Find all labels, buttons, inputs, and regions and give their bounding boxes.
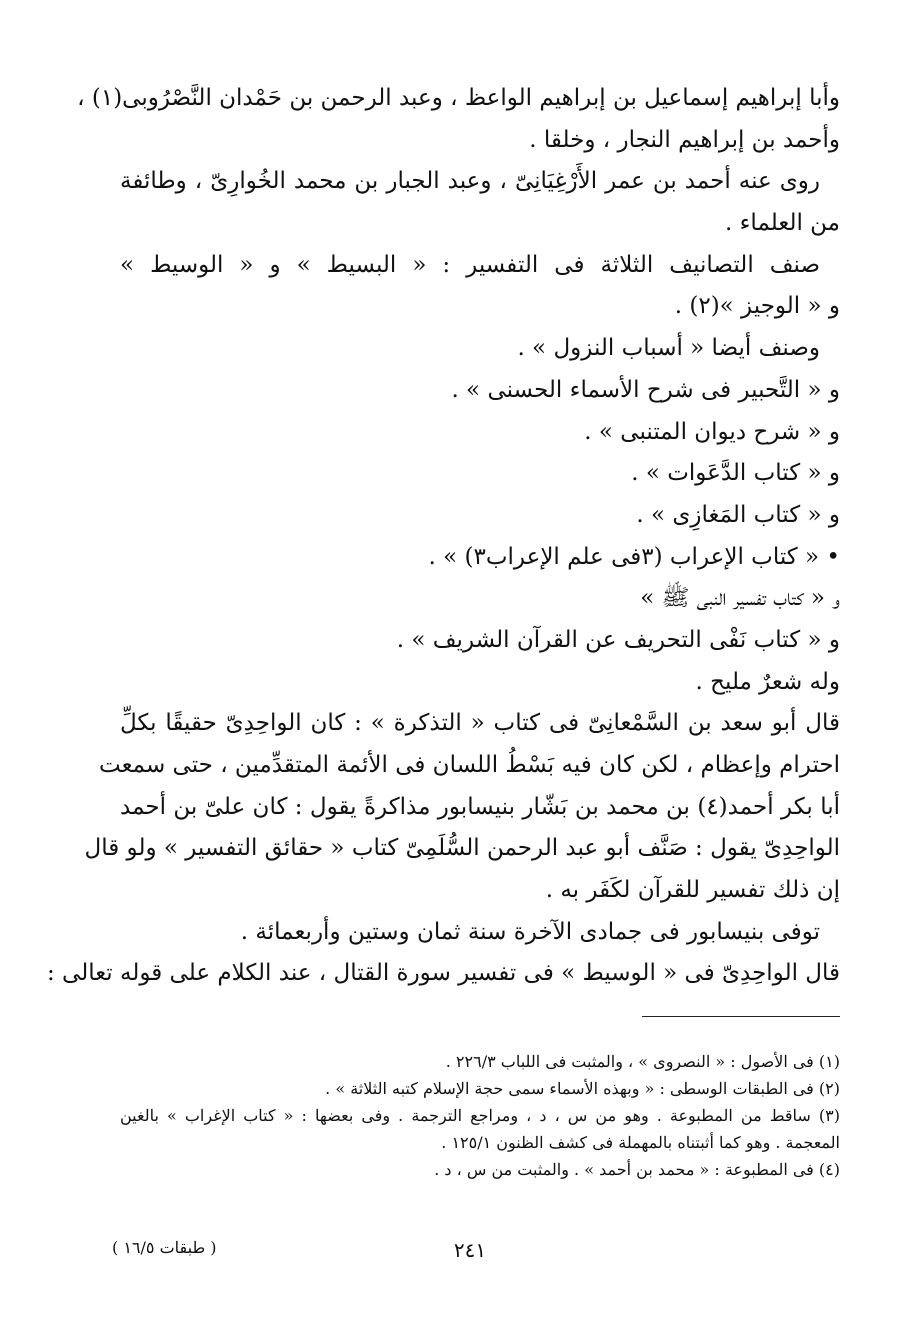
text-line: أبا بكر أحمد(٤) بن محمد بن بَشّار بنيسابور مذاكرةً يقول : كان علىّ بن أحمد bbox=[120, 793, 840, 820]
footnote-line: (١) فى الأصول : « النصروى » ، والمثبت فى اللباب ٢٢٦/٣ . bbox=[445, 1052, 840, 1071]
text-line: توفى بنيسابور فى جمادى الآخرة سنة ثمان وستين وأربعمائة . bbox=[240, 918, 820, 945]
text-line: روى عنه أحمد بن عمر الأَرْغِيَانِىّ ، وعبد الجبار بن محمد الخُوارِىّ ، وطائفة bbox=[120, 168, 820, 195]
footnote-line: (٢) فى الطبقات الوسطى : « وبهذه الأسماء سمى حجة الإسلام كتبه الثلاثة » . bbox=[325, 1079, 840, 1098]
footnote-line: (٣) ساقط من المطبوعة . وهو من س ، د ، ومراجع الترجمة . وفى بعضها : « كتاب الإغراب » بالغين bbox=[120, 1106, 840, 1125]
text-line: إن ذلك تفسير للقرآن لكَفَر به . bbox=[545, 877, 840, 904]
footnote-divider bbox=[642, 1016, 840, 1017]
text-line: الواحِدِىّ يقول : صَنَّف أبو عبد الرحمن السُّلَمِىّ كتاب « حقائق التفسير » ولو قال bbox=[84, 835, 840, 862]
main-text-body bbox=[46, 78, 840, 995]
text-line: و « كتاب المَغازِى » . bbox=[636, 501, 840, 528]
text-line: • « كتاب الإعراب (٣فى علم الإعراب٣) » . bbox=[428, 543, 840, 570]
text-line: وأبا إبراهيم إسماعيل بن إبراهيم الواعظ ، وعبد الرحمن بن حَمْدان النَّصْرُوبى(١) ، bbox=[77, 85, 840, 111]
footnote-line: المعجمة . وهو كما أثبتناه بالمهملة فى كشف الظنون ١٢٥/١ . bbox=[441, 1133, 840, 1152]
text-line: و « كتاب الدَّعَوات » . bbox=[631, 460, 840, 487]
footnotes bbox=[120, 1048, 840, 1183]
signature-mark: ( طبقات ١٦/٥ ) bbox=[112, 1238, 217, 1257]
text-line: قال الواحِدِىّ فى « الوسيط » فى تفسير سورة القتال ، عند الكلام على قوله تعالى : bbox=[46, 960, 840, 987]
text-line: و « كتاب تفسير النبى ﷺ » bbox=[640, 585, 840, 612]
text-line: و « كتاب نَفْى التحريف عن القرآن الشريف » . bbox=[396, 626, 840, 653]
text-line: و « التَّحبير فى شرح الأسماء الحسنى » . bbox=[451, 376, 840, 403]
text-line: صنف التصانيف الثلاثة فى التفسير : « البسيط » و « الوسيط » bbox=[120, 251, 820, 278]
text-line: و « الوجيز »(٢) . bbox=[674, 293, 840, 320]
text-line: قال أبو سعد بن السَّمْعانِىّ فى كتاب « التذكرة » : كان الواحِدِىّ حقيقًا بكلِّ bbox=[120, 710, 840, 737]
text-line: و « شرح ديوان المتنبى » . bbox=[584, 418, 840, 445]
footnote-line: (٤) فى المطبوعة : « محمد بن أحمد » . والمثبت من س ، د . bbox=[434, 1160, 840, 1179]
text-line: احترام وإعظام ، لكن كان فيه بَسْطُ اللسان فى الأئمة المتقدِّمين ، حتى سمعت bbox=[99, 752, 840, 778]
text-line: وله شعرٌ مليح . bbox=[695, 668, 840, 695]
text-line: وأحمد بن إبراهيم النجار ، وخلقا . bbox=[529, 126, 840, 153]
text-line: وصنف أيضا « أسباب النزول » . bbox=[517, 335, 820, 362]
text-line: من العلماء . bbox=[725, 210, 840, 237]
page-number: ٢٤١ bbox=[453, 1238, 487, 1262]
